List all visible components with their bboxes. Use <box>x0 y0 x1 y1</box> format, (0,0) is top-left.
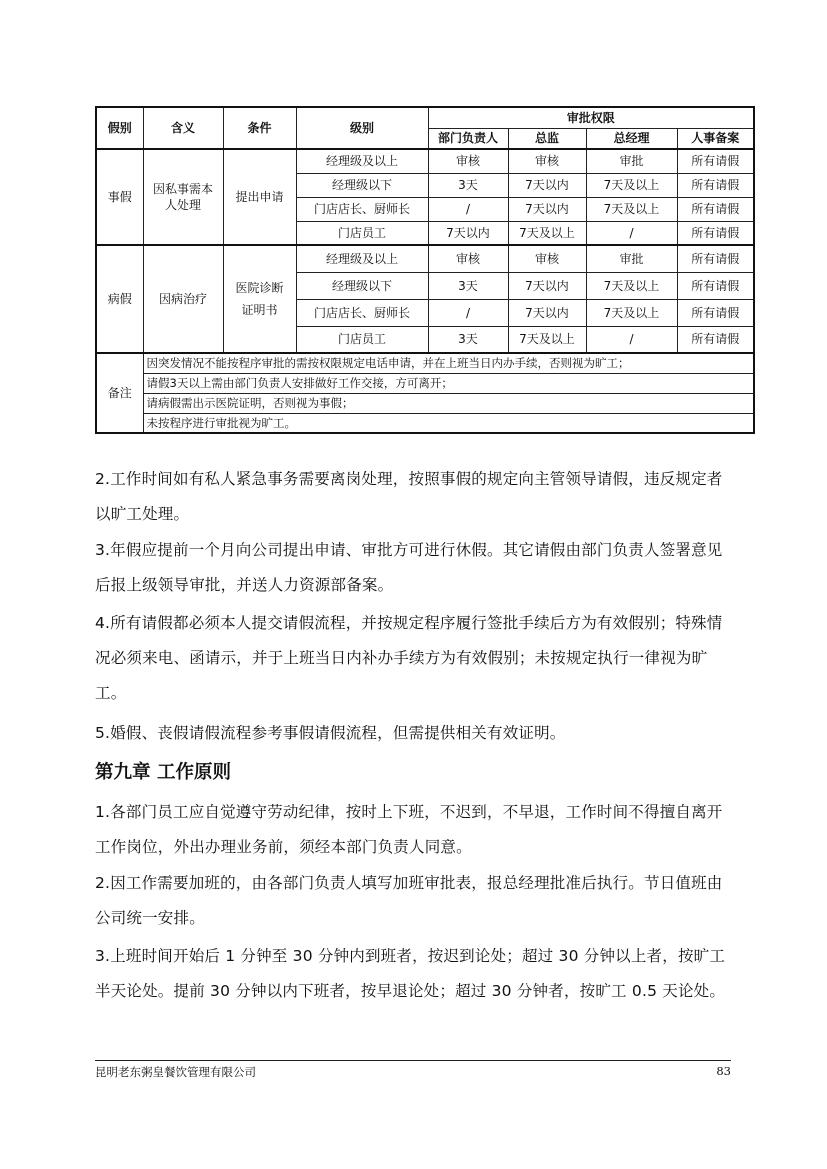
gm-cell: / <box>586 221 677 245</box>
gm-cell: 审批 <box>586 149 677 173</box>
notes-label: 备注 <box>96 353 143 433</box>
hr-cell: 所有请假 <box>677 197 754 221</box>
dept-head-cell: / <box>428 197 508 221</box>
gm-cell: 7天及以上 <box>586 299 677 326</box>
gm-cell: 7天及以上 <box>586 173 677 197</box>
note-line: 未按程序进行审批视为旷工。 <box>143 413 754 433</box>
page-number: 83 <box>716 1064 731 1078</box>
dept-head-cell: 3天 <box>428 272 508 299</box>
table-row <box>96 353 754 373</box>
gm-cell: 7天及以上 <box>586 272 677 299</box>
dept-head-cell: / <box>428 299 508 326</box>
level-cell: 门店员工 <box>296 221 428 245</box>
gm-cell: / <box>586 326 677 353</box>
table-row <box>96 373 754 393</box>
personal-leave-meaning: 因私事需本人处理 <box>143 149 223 245</box>
header-condition: 条件 <box>223 107 296 149</box>
leave-approval-table <box>95 106 755 434</box>
sick-leave-condition: 医院诊断证明书 <box>223 245 296 353</box>
header-hr: 人事备案 <box>677 128 754 149</box>
paragraph-annual-leave: 3.年假应提前一个月向公司提出申请、审批方可进行休假。其它请假由部门负责人签署意见后报上级领导审批，并送人力资源部备案。 <box>95 541 723 594</box>
dept-head-cell: 3天 <box>428 173 508 197</box>
dept-head-cell: 3天 <box>428 326 508 353</box>
header-type: 假别 <box>96 107 143 149</box>
sick-leave-type: 病假 <box>96 245 143 353</box>
sick-leave-meaning: 因病治疗 <box>143 245 223 353</box>
hr-cell: 所有请假 <box>677 173 754 197</box>
director-cell: 7天以内 <box>508 173 586 197</box>
paragraph-personal-emergency: 2.工作时间如有私人紧急事务需要离岗处理，按照事假的规定向主管领导请假，违反规定者以旷工处理。 <box>95 470 723 523</box>
level-cell: 门店员工 <box>296 326 428 353</box>
hr-cell: 所有请假 <box>677 299 754 326</box>
header-dept-head: 部门负责人 <box>428 128 508 149</box>
personal-leave-type: 事假 <box>96 149 143 245</box>
level-cell: 经理级以下 <box>296 173 428 197</box>
paragraph-discipline: 1.各部门员工应自觉遵守劳动纪律，按时上下班，不迟到，不早退，工作时间不得擅自离开工作岗位，外出办理业务前，须经本部门负责人同意。 <box>95 803 723 856</box>
note-line: 因突发情况不能按程序审批的需按权限规定电话申请，并在上班当日内办手续，否则视为旷工； <box>143 353 754 373</box>
level-cell: 经理级及以上 <box>296 245 428 272</box>
paragraph-marriage-funeral-leave: 5.婚假、丧假请假流程参考事假请假流程，但需提供相关有效证明。 <box>95 724 566 742</box>
hr-cell: 所有请假 <box>677 272 754 299</box>
paragraph-leave-process: 4.所有请假都必须本人提交请假流程，并按规定程序履行签批手续后方为有效假别；特殊情况必须来电、函请示，并于上班当日内补办手续方为有效假别；未按规定执行一律视为旷工。 <box>95 614 723 702</box>
personal-leave-condition: 提出申请 <box>223 149 296 245</box>
hr-cell: 所有请假 <box>677 326 754 353</box>
hr-cell: 所有请假 <box>677 245 754 272</box>
header-director: 总监 <box>508 128 586 149</box>
level-cell: 门店店长、厨师长 <box>296 197 428 221</box>
gm-cell: 7天及以上 <box>586 197 677 221</box>
director-cell: 7天及以上 <box>508 221 586 245</box>
header-gm: 总经理 <box>586 128 677 149</box>
level-cell: 经理级及以上 <box>296 149 428 173</box>
director-cell: 7天以内 <box>508 299 586 326</box>
footer-divider <box>95 1060 731 1061</box>
level-cell: 经理级以下 <box>296 272 428 299</box>
dept-head-cell: 审核 <box>428 245 508 272</box>
hr-cell: 所有请假 <box>677 149 754 173</box>
director-cell: 7天以内 <box>508 197 586 221</box>
header-level: 级别 <box>296 107 428 149</box>
table-row <box>96 393 754 413</box>
director-cell: 7天及以上 <box>508 326 586 353</box>
dept-head-cell: 7天以内 <box>428 221 508 245</box>
note-line: 请假3天以上需由部门负责人安排做好工作交接，方可离开； <box>143 373 754 393</box>
header-meaning: 含义 <box>143 107 223 149</box>
director-cell: 7天以内 <box>508 272 586 299</box>
level-cell: 门店店长、厨师长 <box>296 299 428 326</box>
paragraph-lateness: 3.上班时间开始后 1 分钟至 30 分钟内到班者，按迟到论处；超过 30 分钟以上者，按旷工半天论处。提前 30 分钟以内下班者，按早退论处；超过 30 分钟者，按旷工 0.5 天论处。 <box>95 947 726 1000</box>
header-approval: 审批权限 <box>428 107 754 128</box>
dept-head-cell: 审核 <box>428 149 508 173</box>
table-row <box>96 245 754 272</box>
director-cell: 审核 <box>508 149 586 173</box>
paragraph-overtime: 2.因工作需要加班的，由各部门负责人填写加班审批表，报总经理批准后执行。节日值班由公司统一安排。 <box>95 874 723 927</box>
note-line: 请病假需出示医院证明，否则视为事假； <box>143 393 754 413</box>
gm-cell: 审批 <box>586 245 677 272</box>
hr-cell: 所有请假 <box>677 221 754 245</box>
table-row <box>96 413 754 433</box>
chapter-title: 第九章 工作原则 <box>95 762 231 783</box>
footer-company: 昆明老东粥皇餐饮管理有限公司 <box>95 1065 256 1079</box>
director-cell: 审核 <box>508 245 586 272</box>
table-row <box>96 149 754 173</box>
